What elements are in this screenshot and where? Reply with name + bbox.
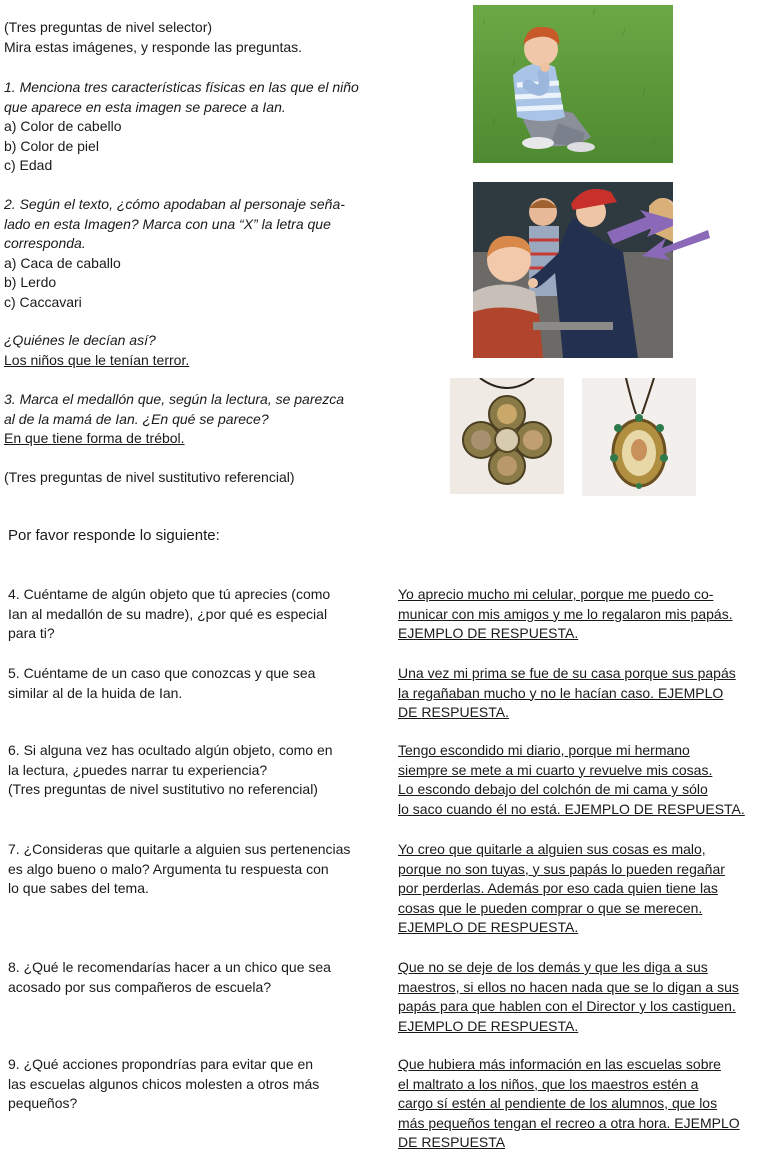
answer-9-line-3: cargo sí estén al pendiente de los alumnos, que los (398, 1095, 718, 1111)
question-5 (8, 664, 368, 703)
answer-8 (398, 958, 758, 1036)
question-1-option-a: a) Color de cabello (4, 118, 122, 134)
answer-5-line-3: DE RESPUESTA. (398, 704, 509, 720)
question-4-line-3: para ti? (8, 625, 55, 641)
intro-block (4, 18, 374, 57)
question-3-line-2: al de la mamá de Ian. ¿En qué se parece? (4, 410, 269, 427)
please-respond-heading (8, 526, 368, 546)
question-1-option-b: b) Color de piel (4, 137, 99, 154)
question-9 (8, 1055, 368, 1114)
answer-4-line-1: Yo aprecio mucho mi celular, porque me puedo co- (398, 586, 714, 602)
question-2 (4, 195, 374, 312)
answer-7-line-5: EJEMPLO DE RESPUESTA. (398, 919, 579, 935)
clover-medallion-image (450, 378, 564, 494)
question-6-line-3: (Tres preguntas de nivel sustitutivo no referencial) (8, 781, 318, 797)
question-7 (8, 840, 368, 899)
answer-4 (398, 585, 758, 644)
answer-7-line-2: porque no son tuyas, y sus papás lo pueden regañar (398, 860, 725, 877)
question-2b-answer: Los niños que le tenían terror. (4, 351, 190, 368)
question-2-line-3: corresponda. (4, 235, 86, 251)
answer-7-line-3: por perderlas. Además por eso cada quien tiene las (398, 880, 718, 896)
question-8 (8, 958, 368, 997)
question-1 (4, 78, 374, 176)
question-9-line-3: pequeños? (8, 1095, 78, 1111)
answer-5-line-1: Una vez mi prima se fue de su casa porque sus papás (398, 665, 736, 681)
answer-7-line-4: cosas que le pueden comprar o que se merecen. (398, 899, 703, 916)
purple-arrow-icon (640, 216, 710, 266)
question-7-line-2: es algo bueno o malo? Argumenta tu respuesta con (8, 860, 329, 877)
answer-9 (398, 1055, 758, 1153)
answer-6-line-3: Lo escondo debajo del colchón de mi cama y sólo (398, 781, 708, 797)
answer-9-line-1: Que hubiera más información en las escuelas sobre (398, 1056, 721, 1072)
question-2-option-c: c) Caccavari (4, 293, 82, 310)
answer-9-line-5: DE RESPUESTA (398, 1134, 506, 1150)
answer-4-line-2: municar con mis amigos y me lo regalaron mis papás. (398, 605, 733, 622)
question-8-line-2: acosado por sus compañeros de escuela? (8, 978, 272, 995)
answer-8-line-2: maestros, si ellos no hacen nada que se lo digan a sus (398, 978, 739, 995)
question-6 (8, 741, 368, 800)
question-9-line-1: 9. ¿Qué acciones propondrías para evitar que en (8, 1056, 314, 1072)
answer-4-line-3: EJEMPLO DE RESPUESTA. (398, 625, 579, 641)
question-4-line-1: 4. Cuéntame de algún objeto que tú aprecies (como (8, 586, 331, 602)
question-3 (4, 390, 374, 449)
answer-8-line-3: papás para que hablen con el Director y los castiguen. (398, 998, 736, 1014)
answer-8-line-1: Que no se deje de los demás y que les diga a sus (398, 959, 708, 975)
question-2-option-a: a) Caca de caballo (4, 254, 121, 271)
answer-5 (398, 664, 758, 723)
intro-line-2: Mira estas imágenes, y responde las preguntas. (4, 38, 303, 55)
question-6-line-1: 6. Si alguna vez has ocultado algún objeto, como en (8, 742, 333, 758)
section-label-text: (Tres preguntas de nivel sustitutivo referencial) (4, 469, 295, 485)
question-1-option-c: c) Edad (4, 157, 53, 173)
question-2-option-b: b) Lerdo (4, 274, 57, 290)
intro-line-1: (Tres preguntas de nivel selector) (4, 19, 213, 35)
boy-on-grass-image (473, 5, 673, 163)
answer-6-line-1: Tengo escondido mi diario, porque mi hermano (398, 742, 690, 758)
oval-medallion-image (582, 378, 696, 496)
question-3-line-1: 3. Marca el medallón que, según la lectura, se parezca (4, 391, 345, 407)
question-5-line-1: 5. Cuéntame de un caso que conozcas y que sea (8, 665, 316, 681)
question-2b (4, 331, 374, 370)
question-7-line-1: 7. ¿Consideras que quitarle a alguien sus pertenencias (8, 841, 351, 857)
question-1-line-2: que aparece en esta imagen se parece a Ian. (4, 98, 286, 115)
question-2-line-2: lado en esta Imagen? Marca con una “X” la letra que (4, 215, 331, 232)
question-3-answer: En que tiene forma de trébol. (4, 430, 185, 446)
question-6-line-2: la lectura, ¿puedes narrar tu experiencia? (8, 761, 268, 778)
answer-9-line-4: más pequeños tengan el recreo a otra hora. EJEMPLO (398, 1114, 740, 1131)
question-8-line-1: 8. ¿Qué le recomendarías hacer a un chico que sea (8, 959, 331, 975)
answer-6 (398, 741, 758, 819)
question-2b-text: ¿Quiénes le decían así? (4, 332, 156, 348)
section-label-referencial (4, 468, 374, 488)
question-1-line-1: 1. Menciona tres características físicas en las que el niño (4, 79, 359, 95)
answer-8-line-4: EJEMPLO DE RESPUESTA. (398, 1017, 579, 1034)
answer-7 (398, 840, 758, 938)
question-7-line-3: lo que sabes del tema. (8, 880, 149, 896)
question-2-line-1: 2. Según el texto, ¿cómo apodaban al personaje seña- (4, 196, 345, 212)
answer-6-line-2: siempre se mete a mi cuarto y revuelve mis cosas. (398, 761, 713, 778)
answer-6-line-4: lo saco cuando él no está. EJEMPLO DE RESPUESTA. (398, 800, 745, 817)
question-4 (8, 585, 368, 644)
question-5-line-2: similar al de la huida de Ian. (8, 684, 183, 701)
classroom-image (473, 182, 673, 358)
answer-5-line-2: la regañaban mucho y no le hacían caso. EJEMPLO (398, 684, 724, 701)
question-4-line-2: Ian al medallón de su madre), ¿por qué es especial (8, 605, 328, 622)
question-9-line-2: las escuelas algunos chicos molesten a otros más (8, 1075, 320, 1092)
answer-9-line-2: el maltrato a los niños, que los maestros estén a (398, 1075, 699, 1092)
answer-7-line-1: Yo creo que quitarle a alguien sus cosas es malo, (398, 841, 706, 857)
please-respond-text: Por favor responde lo siguiente: (8, 527, 220, 544)
